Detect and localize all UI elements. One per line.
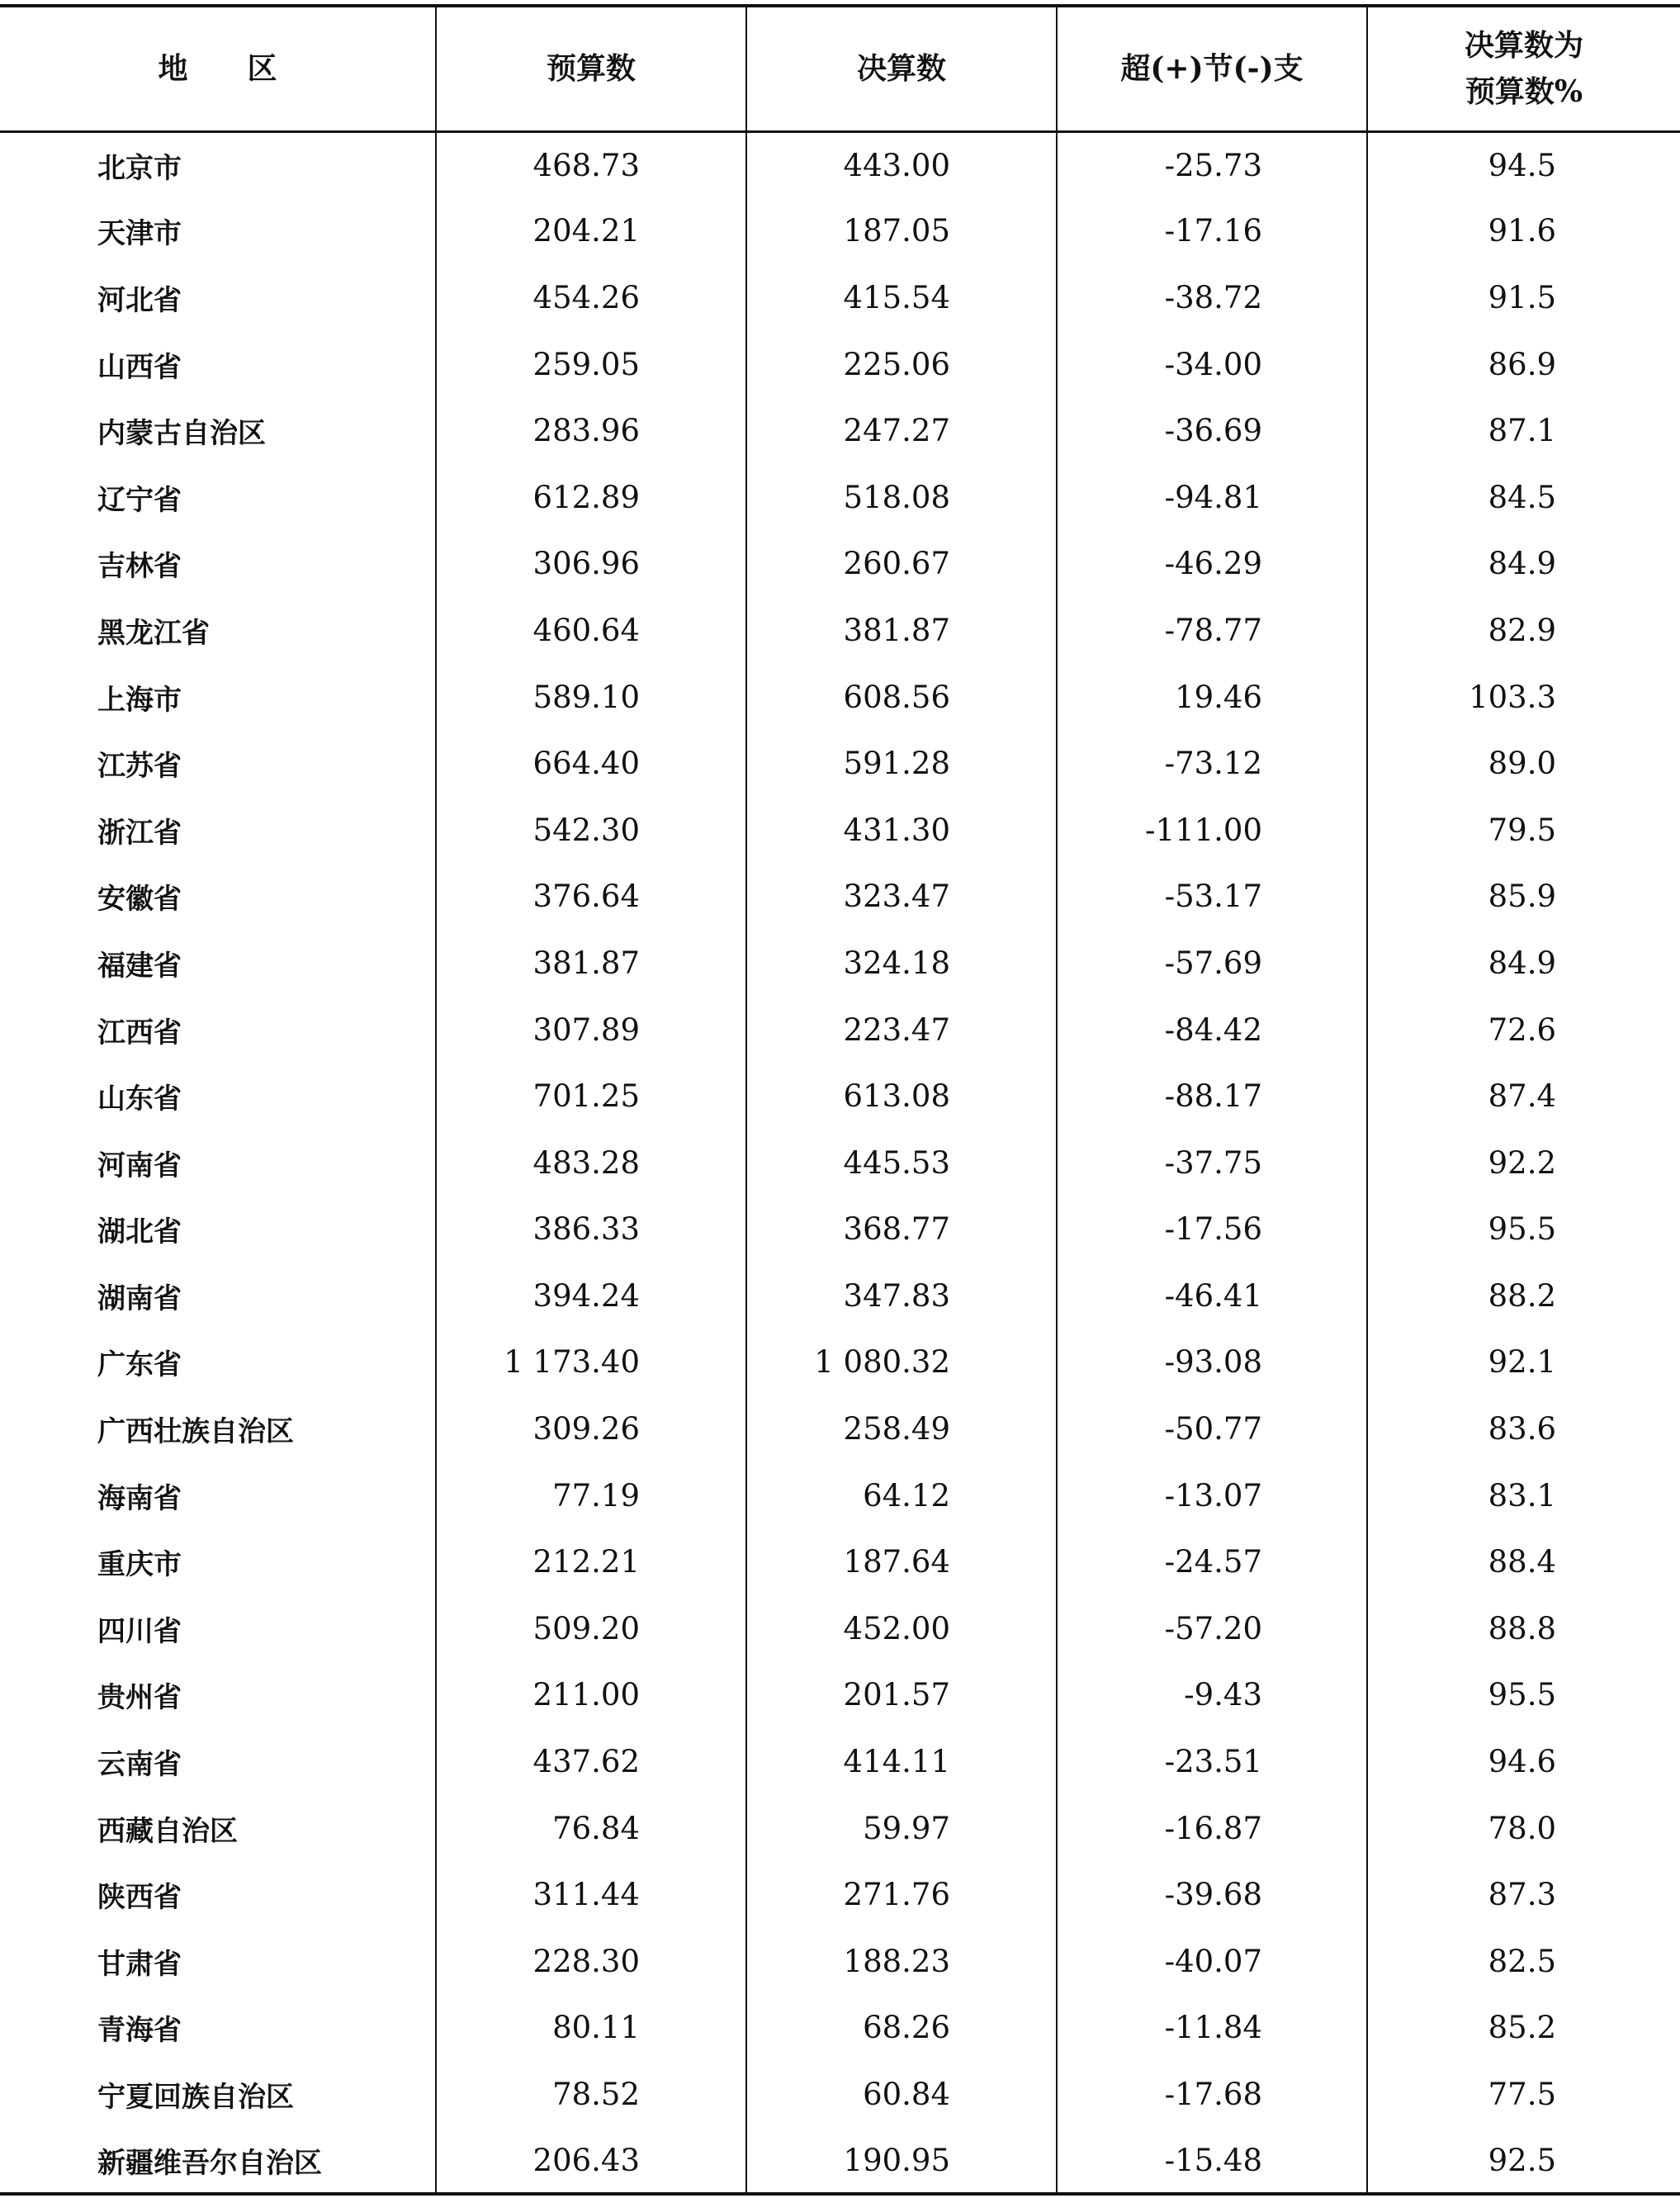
cell-budget: 386.33 xyxy=(436,1196,746,1263)
cell-region: 贵州省 xyxy=(97,1681,182,1715)
cell-percent: 79.5 xyxy=(1367,797,1680,864)
cell-diff: -16.87 xyxy=(1057,1795,1367,1862)
cell-final: 188.23 xyxy=(746,1928,1057,1995)
table-row xyxy=(0,131,1680,198)
cell-percent: 88.8 xyxy=(1367,1595,1680,1662)
cell-budget: 612.89 xyxy=(436,464,746,531)
cell-budget: 483.28 xyxy=(436,1130,746,1196)
header-percent-line2: 预算数% xyxy=(1465,74,1583,110)
cell-final: 414.11 xyxy=(746,1728,1057,1795)
table-row xyxy=(0,198,1680,265)
cell-final: 323.47 xyxy=(746,864,1057,931)
table-row xyxy=(0,930,1680,997)
table-row xyxy=(0,997,1680,1063)
cell-final: 518.08 xyxy=(746,464,1057,531)
cell-diff: -37.75 xyxy=(1057,1130,1367,1196)
header-final: 决算数 xyxy=(746,6,1057,131)
cell-region: 广西壮族自治区 xyxy=(97,1415,294,1449)
cell-region: 新疆维吾尔自治区 xyxy=(0,2128,436,2195)
cell-budget: 212.21 xyxy=(436,1528,746,1595)
budget-final-table xyxy=(0,4,1680,2196)
table-row xyxy=(0,1130,1680,1196)
cell-budget: 542.30 xyxy=(436,797,746,864)
cell-region: 陕西省 xyxy=(97,1881,182,1915)
cell-budget: 460.64 xyxy=(436,597,746,664)
table-row xyxy=(0,1595,1680,1662)
table-row xyxy=(0,1262,1680,1329)
cell-diff: -11.84 xyxy=(1057,1995,1367,2062)
table-row xyxy=(0,1528,1680,1595)
cell-percent: 82.9 xyxy=(1367,597,1680,664)
cell-percent: 83.6 xyxy=(1367,1395,1680,1462)
cell-region: 宁夏回族自治区 xyxy=(97,2081,294,2115)
header-diff: 超(+)节(-)支 xyxy=(1057,6,1367,131)
cell-percent: 77.5 xyxy=(1367,2061,1680,2128)
cell-percent: 85.2 xyxy=(1367,1995,1680,2062)
cell-final: 260.67 xyxy=(746,531,1057,598)
cell-region: 河北省 xyxy=(97,283,182,317)
cell-budget: 78.52 xyxy=(436,2061,746,2128)
cell-budget: 376.64 xyxy=(436,864,746,931)
cell-diff: -88.17 xyxy=(1057,1063,1367,1130)
table-row xyxy=(0,1728,1680,1795)
cell-diff: -17.68 xyxy=(1057,2061,1367,2128)
cell-region: 浙江省 xyxy=(97,816,182,850)
cell-region: 广东省 xyxy=(97,1348,182,1382)
cell-percent: 91.6 xyxy=(1367,198,1680,265)
cell-budget: 259.05 xyxy=(436,331,746,398)
cell-diff: -17.16 xyxy=(1057,198,1367,265)
cell-final: 324.18 xyxy=(746,930,1057,997)
table-row xyxy=(0,1329,1680,1396)
cell-final: 225.06 xyxy=(746,331,1057,398)
cell-percent: 103.3 xyxy=(1367,664,1680,731)
cell-diff: -78.77 xyxy=(1057,597,1367,664)
header-percent-line1: 决算数为 xyxy=(1464,28,1583,64)
cell-final: 608.56 xyxy=(746,664,1057,731)
cell-region: 云南省 xyxy=(97,1748,182,1782)
cell-final: 59.97 xyxy=(746,1795,1057,1862)
cell-budget: 394.24 xyxy=(436,1262,746,1329)
table-row xyxy=(0,1795,1680,1862)
cell-percent: 95.5 xyxy=(1367,1196,1680,1263)
cell-final: 381.87 xyxy=(746,597,1057,664)
table-row xyxy=(0,730,1680,797)
cell-final: 443.00 xyxy=(746,131,1057,198)
cell-percent: 91.5 xyxy=(1367,264,1680,331)
cell-percent: 86.9 xyxy=(1367,331,1680,398)
table-row xyxy=(0,1662,1680,1729)
cell-percent: 88.2 xyxy=(1367,1262,1680,1329)
cell-region: 青海省 xyxy=(97,2014,182,2048)
cell-diff: -36.69 xyxy=(1057,397,1367,464)
table-row xyxy=(0,797,1680,864)
cell-diff: -53.17 xyxy=(1057,864,1367,931)
table-row xyxy=(0,2128,1680,2195)
cell-diff: -57.69 xyxy=(1057,930,1367,997)
cell-diff: -111.00 xyxy=(1057,797,1367,864)
cell-budget: 454.26 xyxy=(436,264,746,331)
cell-final: 64.12 xyxy=(746,1462,1057,1529)
cell-percent: 84.5 xyxy=(1367,464,1680,531)
cell-final: 258.49 xyxy=(746,1395,1057,1462)
cell-diff: -46.29 xyxy=(1057,531,1367,598)
cell-percent: 95.5 xyxy=(1367,1662,1680,1729)
table-row xyxy=(0,264,1680,331)
cell-percent: 78.0 xyxy=(1367,1795,1680,1862)
cell-percent: 89.0 xyxy=(1367,730,1680,797)
cell-diff: -13.07 xyxy=(1057,1462,1367,1529)
cell-budget: 206.43 xyxy=(436,2128,746,2195)
cell-region: 天津市 xyxy=(97,217,182,251)
cell-region: 黑龙江省 xyxy=(97,616,210,650)
cell-diff: -84.42 xyxy=(1057,997,1367,1063)
table-body xyxy=(0,131,1680,2194)
cell-percent: 72.6 xyxy=(1367,997,1680,1063)
cell-diff: -40.07 xyxy=(1057,1928,1367,1995)
cell-diff: -93.08 xyxy=(1057,1329,1367,1396)
table-row xyxy=(0,1063,1680,1130)
cell-final: 368.77 xyxy=(746,1196,1057,1263)
cell-diff: -73.12 xyxy=(1057,730,1367,797)
table-row xyxy=(0,397,1680,464)
cell-region: 西藏自治区 xyxy=(97,1814,238,1848)
table-header-row xyxy=(0,6,1680,131)
cell-region: 江西省 xyxy=(97,1016,182,1049)
cell-budget: 77.19 xyxy=(436,1462,746,1529)
cell-budget: 228.30 xyxy=(436,1928,746,1995)
cell-final: 591.28 xyxy=(746,730,1057,797)
cell-final: 347.83 xyxy=(746,1262,1057,1329)
cell-diff: -34.00 xyxy=(1057,331,1367,398)
cell-region: 福建省 xyxy=(97,949,182,983)
cell-region: 重庆市 xyxy=(97,1548,182,1582)
cell-percent: 87.3 xyxy=(1367,1861,1680,1928)
table-row xyxy=(0,464,1680,531)
cell-percent: 94.5 xyxy=(1367,131,1680,198)
cell-percent: 94.6 xyxy=(1367,1728,1680,1795)
cell-percent: 85.9 xyxy=(1367,864,1680,931)
cell-region: 江苏省 xyxy=(97,750,182,784)
cell-region: 海南省 xyxy=(97,1481,182,1515)
cell-diff: -25.73 xyxy=(1057,131,1367,198)
cell-diff: -24.57 xyxy=(1057,1528,1367,1595)
cell-percent: 83.1 xyxy=(1367,1462,1680,1529)
cell-region: 内蒙古自治区 xyxy=(97,417,266,451)
cell-percent: 87.1 xyxy=(1367,397,1680,464)
cell-region: 河南省 xyxy=(97,1149,182,1182)
cell-region: 辽宁省 xyxy=(97,483,182,517)
cell-diff: -94.81 xyxy=(1057,464,1367,531)
cell-budget: 211.00 xyxy=(436,1662,746,1729)
cell-diff: -50.77 xyxy=(1057,1395,1367,1462)
cell-region: 安徽省 xyxy=(97,883,182,917)
cell-diff: -9.43 xyxy=(1057,1662,1367,1729)
cell-budget: 283.96 xyxy=(436,397,746,464)
cell-budget: 589.10 xyxy=(436,664,746,731)
cell-budget: 309.26 xyxy=(436,1395,746,1462)
cell-budget: 306.96 xyxy=(436,531,746,598)
cell-final: 271.76 xyxy=(746,1861,1057,1928)
cell-final: 452.00 xyxy=(746,1595,1057,1662)
cell-final: 247.27 xyxy=(746,397,1057,464)
cell-final: 431.30 xyxy=(746,797,1057,864)
cell-final: 60.84 xyxy=(746,2061,1057,2128)
cell-budget: 307.89 xyxy=(436,997,746,1063)
cell-budget: 664.40 xyxy=(436,730,746,797)
table-row xyxy=(0,864,1680,931)
cell-budget: 701.25 xyxy=(436,1063,746,1130)
cell-budget: 80.11 xyxy=(436,1995,746,2062)
cell-budget: 468.73 xyxy=(436,131,746,198)
cell-region: 四川省 xyxy=(97,1614,182,1648)
cell-final: 415.54 xyxy=(746,264,1057,331)
cell-region: 湖北省 xyxy=(97,1215,182,1249)
cell-region: 北京市 xyxy=(97,151,182,185)
cell-percent: 84.9 xyxy=(1367,930,1680,997)
table-row xyxy=(0,597,1680,664)
cell-budget: 437.62 xyxy=(436,1728,746,1795)
table-row xyxy=(0,1196,1680,1263)
cell-region: 吉林省 xyxy=(97,550,182,584)
cell-region: 甘肃省 xyxy=(97,1947,182,1981)
cell-percent: 84.9 xyxy=(1367,531,1680,598)
cell-region: 山西省 xyxy=(97,350,182,384)
cell-final: 187.64 xyxy=(746,1528,1057,1595)
cell-percent: 87.4 xyxy=(1367,1063,1680,1130)
cell-diff: -39.68 xyxy=(1057,1861,1367,1928)
table-row xyxy=(0,331,1680,398)
table-row xyxy=(0,1928,1680,1995)
cell-final: 445.53 xyxy=(746,1130,1057,1196)
cell-percent: 92.2 xyxy=(1367,1130,1680,1196)
table-row xyxy=(0,2061,1680,2128)
cell-final: 187.05 xyxy=(746,198,1057,265)
cell-budget: 381.87 xyxy=(436,930,746,997)
cell-budget: 1 173.40 xyxy=(436,1329,746,1396)
cell-final: 613.08 xyxy=(746,1063,1057,1130)
cell-budget: 204.21 xyxy=(436,198,746,265)
cell-final: 190.95 xyxy=(746,2128,1057,2195)
cell-diff: -17.56 xyxy=(1057,1196,1367,1263)
cell-budget: 509.20 xyxy=(436,1595,746,1662)
table-row xyxy=(0,1462,1680,1529)
cell-diff: 19.46 xyxy=(1057,664,1367,731)
cell-diff: -38.72 xyxy=(1057,264,1367,331)
table-row xyxy=(0,1995,1680,2062)
table-row xyxy=(0,664,1680,731)
cell-region: 上海市 xyxy=(97,683,182,717)
cell-final: 223.47 xyxy=(746,997,1057,1063)
cell-percent: 92.1 xyxy=(1367,1329,1680,1396)
cell-budget: 76.84 xyxy=(436,1795,746,1862)
cell-final: 201.57 xyxy=(746,1662,1057,1729)
cell-diff: -46.41 xyxy=(1057,1262,1367,1329)
table-row xyxy=(0,1861,1680,1928)
header-region: 地 区 xyxy=(0,6,436,131)
cell-percent: 82.5 xyxy=(1367,1928,1680,1995)
table-row xyxy=(0,1395,1680,1462)
table-row xyxy=(0,531,1680,598)
cell-region: 山东省 xyxy=(97,1082,182,1116)
cell-percent: 92.5 xyxy=(1367,2128,1680,2195)
header-budget: 预算数 xyxy=(436,6,746,131)
cell-percent: 88.4 xyxy=(1367,1528,1680,1595)
cell-region: 湖南省 xyxy=(97,1281,182,1315)
header-percent xyxy=(1367,6,1680,131)
cell-final: 1 080.32 xyxy=(746,1329,1057,1396)
cell-diff: -23.51 xyxy=(1057,1728,1367,1795)
cell-budget: 311.44 xyxy=(436,1861,746,1928)
cell-diff: -57.20 xyxy=(1057,1595,1367,1662)
cell-diff: -15.48 xyxy=(1057,2128,1367,2195)
cell-final: 68.26 xyxy=(746,1995,1057,2062)
